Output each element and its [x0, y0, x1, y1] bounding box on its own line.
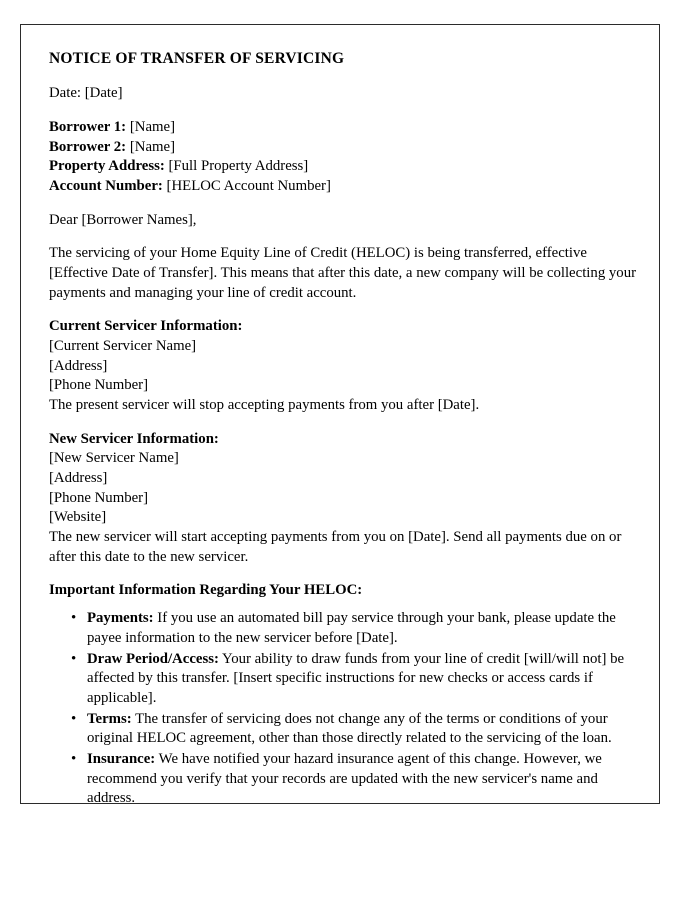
- account-number-line: [49, 177, 637, 197]
- account-number-value: [HELOC Account Number]: [166, 178, 331, 195]
- list-item-text: If you use an automated bill pay service through your bank, please update the payee information to the new servicer before [Date].: [87, 610, 616, 646]
- important-info-block: [49, 581, 637, 808]
- new-servicer-phone: [Phone Number]: [49, 489, 149, 506]
- list-item: [87, 710, 637, 749]
- document-body: [49, 49, 637, 823]
- borrower2-label: Borrower 2:: [49, 138, 127, 155]
- borrower1-line: [49, 118, 637, 138]
- property-address-value: [Full Property Address]: [168, 158, 309, 175]
- party-details-block: [49, 118, 637, 197]
- borrower1-value: [Name]: [129, 119, 176, 136]
- new-servicer-heading: New Servicer Information:: [49, 430, 219, 447]
- list-item-label: Payments:: [87, 610, 154, 627]
- new-servicer-note: The new servicer will start accepting payments from you on [Date]. Send all payments due on or after this date to the new servicer.: [49, 529, 622, 565]
- borrower2-line: [49, 138, 637, 158]
- property-address-label: Property Address:: [49, 158, 165, 175]
- new-servicer-block: [49, 430, 637, 568]
- salutation: Dear [Borrower Names],: [49, 211, 197, 228]
- list-item-label: Terms:: [87, 710, 132, 727]
- page-title: NOTICE OF TRANSFER OF SERVICING: [49, 50, 345, 67]
- list-item: [87, 750, 637, 809]
- current-servicer-heading: Current Servicer Information:: [49, 318, 243, 335]
- borrower1-label: Borrower 1:: [49, 119, 127, 136]
- important-info-heading: Important Information Regarding Your HELOC:: [49, 582, 363, 599]
- property-address-line: [49, 157, 637, 177]
- date-line: Date: [Date]: [49, 85, 123, 102]
- new-servicer-name: [New Servicer Name]: [49, 450, 179, 467]
- list-item-text: Your ability to draw funds from your line of credit [will/will not] be affected by this transfer. [Insert specific instructions for new checks or access cards if applicable].: [87, 650, 625, 706]
- current-servicer-address: [Address]: [49, 357, 108, 374]
- list-item: [87, 650, 637, 709]
- account-number-label: Account Number:: [49, 178, 163, 195]
- current-servicer-phone: [Phone Number]: [49, 377, 149, 394]
- document-page: [20, 24, 660, 807]
- list-item-label: Draw Period/Access:: [87, 650, 219, 667]
- intro-paragraph: The servicing of your Home Equity Line of Credit (HELOC) is being transferred, effective [Effective Date of Transfer]. This means that after this date, a new company will be collecting your payments and managing your line of credit account.: [49, 245, 637, 301]
- new-servicer-address: [Address]: [49, 470, 108, 487]
- current-servicer-block: [49, 317, 637, 415]
- list-item-text: We have notified your hazard insurance agent of this change. However, we recommend you verify that your records are updated with the new servicer's name and address.: [87, 750, 602, 807]
- list-item-label: Insurance:: [87, 750, 156, 767]
- list-item: [87, 609, 637, 648]
- new-servicer-website: [Website]: [49, 509, 107, 526]
- current-servicer-note: The present servicer will stop accepting payments from you after [Date].: [49, 397, 480, 414]
- borrower2-value: [Name]: [129, 138, 176, 155]
- current-servicer-name: [Current Servicer Name]: [49, 338, 197, 355]
- list-item-text: The transfer of servicing does not change any of the terms or conditions of your original HELOC agreement, other than those directly related to the servicing of the loan.: [87, 710, 612, 747]
- important-info-list: [49, 609, 637, 809]
